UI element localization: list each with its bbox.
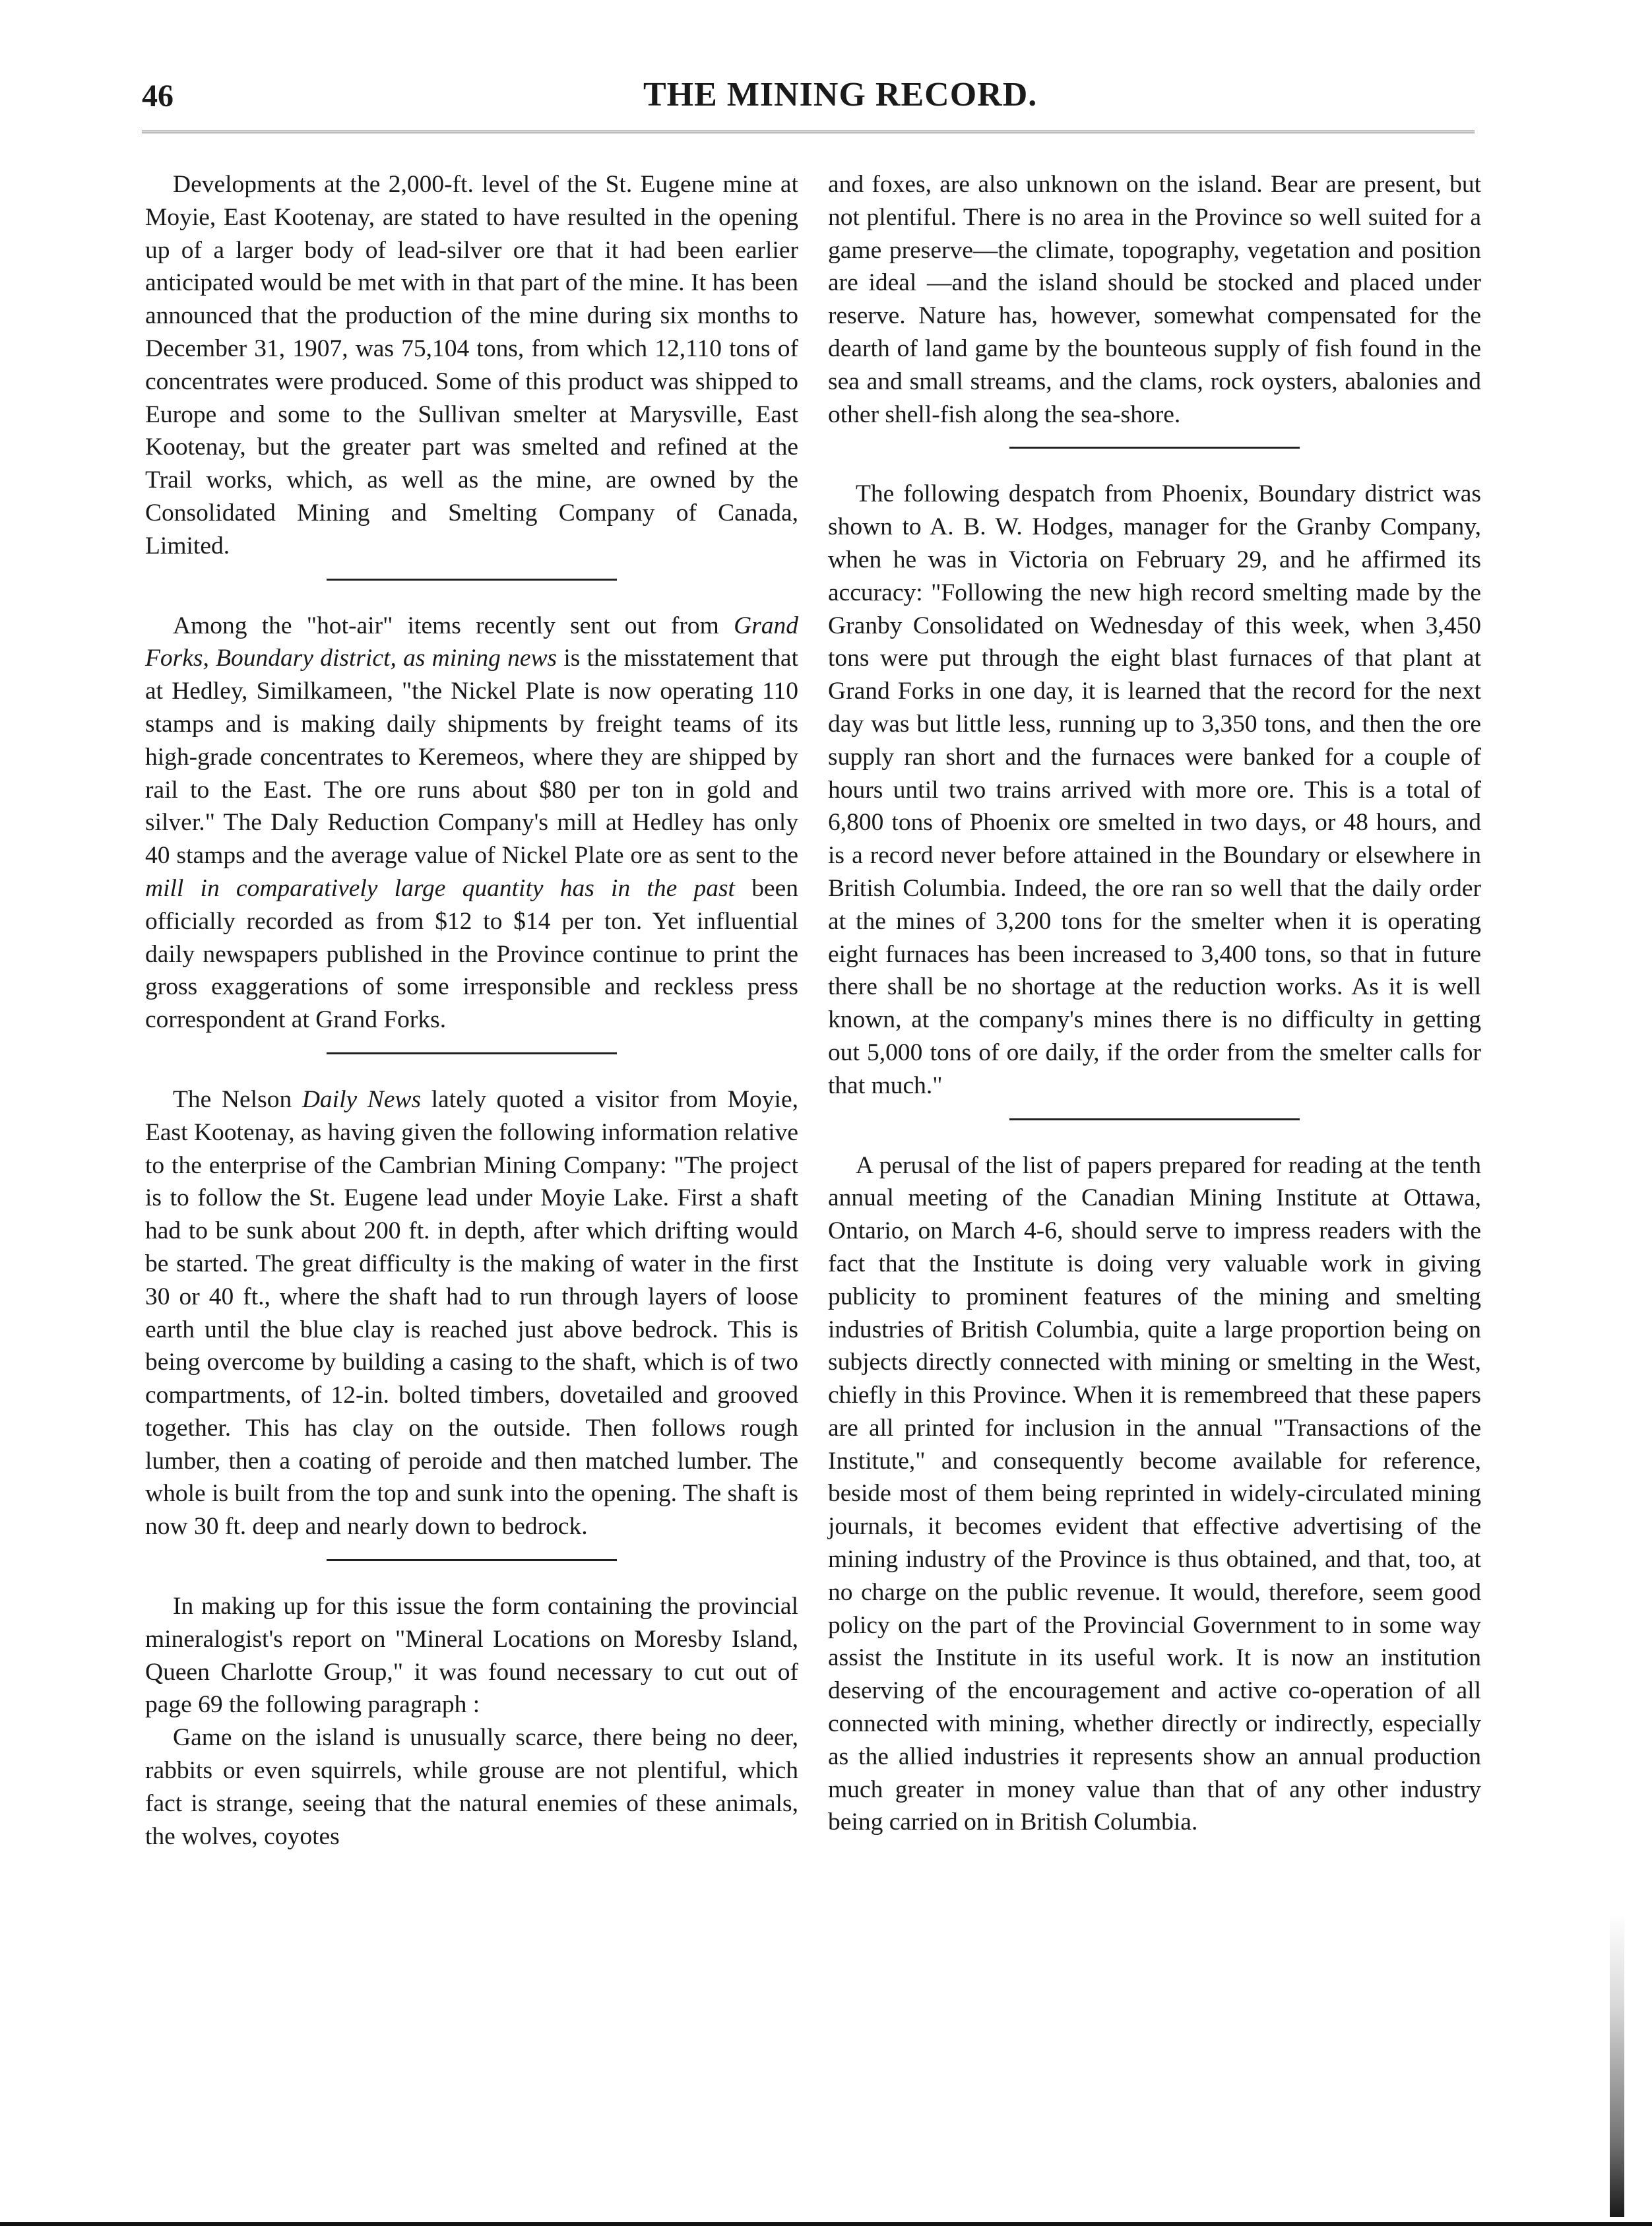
paragraph-mining-institute: A perusal of the list of papers prepared for reading at the tenth annual meeting of the Canadian Mining Institute at Ottawa, Ontario, on March 4-6, should serve to impress readers with the fact that the Institute is doing very valuable work in giving publicity to prominent features of the mining and smelting industries of British Columbia, quite a large proportion being on subjects directly connected with mining or smelting in the West, chiefly in this Province. When it is remembreed that these papers are all printed for inclusion in the annual "Transactions of the Institute," and consequently become available for reference, beside most of them being reprinted in widely-circulated mining journals, it becomes evident that effective advertising of the mining industry of the Province is thus obtained, and that, too, at no charge on the public revenue. It would, therefore, seem good policy on the part of the Provincial Government to in some way assist the Institute in its useful work. It is now an institution deserving of the encouragement and active co-operation of all connected with mining, whether directly or indirectly, especially as the allied industries it represents show an annual production much greater in money value than that of any other industry being carried on in British Columbia. xyxy=(828,1151,1481,1836)
section-divider xyxy=(327,1052,617,1054)
text-run: lately quoted a visitor from Moyie, East Kootenay, as having given the following information relative to the enterprise of the Cambrian Mining Company: "The project is to follow the St. Eugene lead under Moyie Lake. First a shaft had to be sunk about 200 ft. in depth, after which drifting would be started. The great difficulty is the making of water in the first 30 or 40 ft., where the shaft had to run through layers of loose earth until the blue clay is reached just above bedrock. This is being overcome by building a casing to the shaft, which is of two compartments, of 12-in. bolted timbers, dovetailed and grooved together. This has clay on the outside. Then follows rough lumber, then a coating of peroide and then matched lumber. The whole is built from the top and sunk into the opening. The shaft is now 30 ft. deep and nearly down to bedrock. xyxy=(145,1085,799,1541)
page-header xyxy=(142,66,1481,119)
text-run: Among the "hot-air" items recently sent out from xyxy=(173,612,734,639)
text-run: The Nelson xyxy=(173,1085,302,1113)
paragraph-hot-air-items xyxy=(145,610,798,1037)
left-column xyxy=(145,168,798,1853)
scan-margin-mark xyxy=(1610,1913,1624,2217)
text-run: been officially recorded as from $12 to $14 per ton. Yet influential daily newspapers published in the Province continue to print the gross exaggerations of some irresponsible and reckless press correspondent at Grand Forks. xyxy=(145,874,798,1034)
italic-run: Grand Forks, Boundary district, as mining news xyxy=(145,612,798,672)
italic-run: Daily News xyxy=(302,1085,422,1113)
header-rule xyxy=(142,131,1475,133)
text-run: is the misstatement that at Hedley, Similkameen, "the Nickel Plate is now operating 110 stamps and is making daily shipments by freight teams of its high-grade concentrates to Keremeos, where they are shipped by rail to the East. The ore runs about $80 per ton in gold and silver." The Daly Reduction Company's mill at Hedley has only 40 stamps and the average value of Nickel Plate ore as sent to the xyxy=(145,645,798,870)
paragraph-moresby-report: In making up for this issue the form containing the provincial mineralogist's report on "Mineral Locations on Moresby Island, Queen Charlotte Group," it was found necessary to cut out of page 69 the following paragraph : xyxy=(145,1593,798,1719)
paragraph-phoenix-despatch: The following despatch from Phoenix, Boundary district was shown to A. B. W. Hodges, manager for the Granby Company, when he was in Victoria on February 29, and he affirmed its accuracy: "Following the new high record smelting made by the Granby Consolidated on Wednesday of this week, when 3,450 tons were put through the eight blast furnaces of that plant at Grand Forks in one day, it is learned that the record for the next day was but little less, running up to 3,350 tons, and then the ore supply ran short and the furnaces were banked for a couple of hours until two trains arrived with more ore. This is a total of 6,800 tons of Phoenix ore smelted in two days, or 48 hours, and is a record never before attained in the Boundary or elsewhere in British Columbia. Indeed, the ore ran so well that the daily order at the mines of 3,200 tons for the smelter when it is operating eight furnaces has been increased to 3,400 tons, so that in future there shall be no shortage at the reduction works. As it is well known, at the company's mines there is no difficulty in getting out 5,000 tons of ore daily, if the order from the smelter calls for that much." xyxy=(828,480,1481,1099)
section-divider xyxy=(327,1559,617,1561)
paragraph-game-on-island: Game on the island is unusually scarce, there being no deer, rabbits or even squirrels, while grouse are not plentiful, which fact is strange, seeing that the natural enemies of these animals, the wolves, coyotes xyxy=(145,1724,798,1850)
section-divider xyxy=(1009,1118,1300,1120)
paragraph-cambrian-mining xyxy=(145,1083,798,1543)
section-divider xyxy=(1009,447,1300,449)
paragraph-game-continued: and foxes, are also unknown on the island. Bear are present, but not plentiful. There is no area in the Province so well suited for a game preserve—the climate, topography, vegetation and position are ideal —and the island should be stocked and placed under reserve. Nature has, however, somewhat compensated for the dearth of land game by the bounteous supply of fish found in the sea and small streams, and the clams, rock oysters, abalonies and other shell-fish along the sea-shore. xyxy=(828,171,1481,428)
running-title: THE MINING RECORD. xyxy=(643,76,1038,113)
scan-bottom-line xyxy=(0,2222,1652,2226)
section-divider xyxy=(327,579,617,581)
right-column xyxy=(828,168,1481,1839)
page-number: 46 xyxy=(142,79,174,113)
italic-run: mill in comparatively large quantity has in the past xyxy=(145,874,735,902)
paragraph-st-eugene: Developments at the 2,000-ft. level of the St. Eugene mine at Moyie, East Kootenay, are stated to have resulted in the opening up of a larger body of lead-silver ore that it had been earlier anticipated would be met with in that part of the mine. It has been announced that the production of the mine during six months to December 31, 1907, was 75,104 tons, from which 12,110 tons of concentrates were produced. Some of this product was shipped to Europe and some to the Sullivan smelter at Marysville, East Kootenay, but the greater part was smelted and refined at the Trail works, which, as well as the mine, are owned by the Consolidated Mining and Smelting Company of Canada, Limited. xyxy=(145,171,798,560)
